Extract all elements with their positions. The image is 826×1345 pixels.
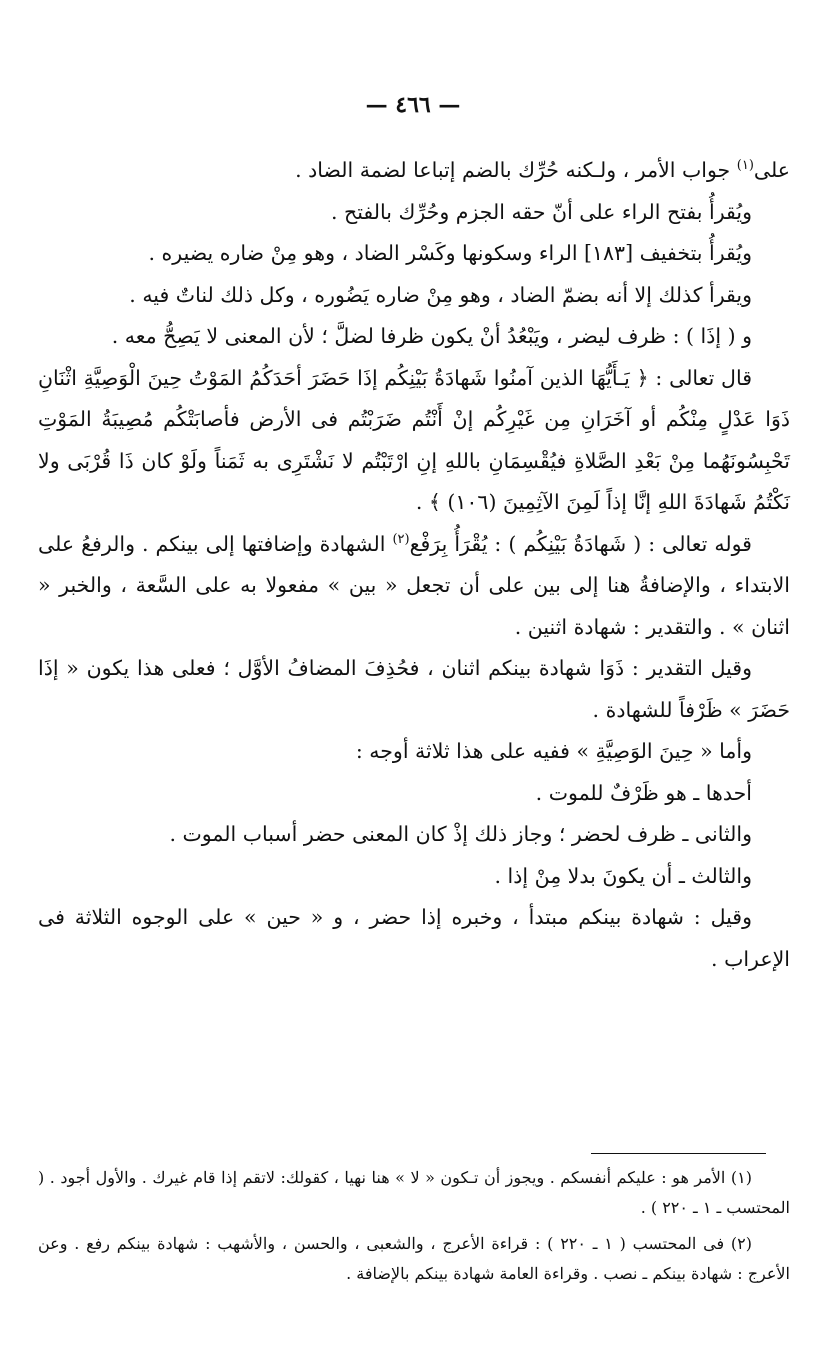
footnote-1: (١) الأمر هو : عليكم أنفسكم . ويجوز أن تـكون « لا » هنا نهيا ، كقولك: لاتقم إذا قام غيرك . والأول أجود . ( المحتسب ـ ١ ـ ٢٢٠ ) .	[38, 1168, 790, 1217]
footnote-2: (٢) فى المحتسب ( ١ ـ ٢٢٠ ) : قراءة الأعرج ، والشعبى ، والحسن ، والأشهب : شهادة بينكم رفع . وعن الأعرج : شهادة بينكم ـ نصب . وقراءة العامة شهادة بينكم بالإضافة .	[38, 1234, 790, 1283]
paragraph-10: أحدها ـ هو ظَرْفٌ للموت .	[535, 780, 752, 805]
paragraph-7-after: الشهادة وإضافتها إلى بينكم . والرفعُ على الابتداء ، والإضافةُ هنا إلى بين على أن تجعل « بين » مفعولا به على السَّعة ، والخبر « اثنان » . والتقدير : شهادة اثنين .	[38, 531, 790, 639]
footnote-ref-2[interactable]: (٢)	[392, 531, 410, 547]
paragraph-4: ويقرأ كذلك إلا أنه بضمّ الضاد ، وهو مِنْ ضاره يَضُوره ، وكل ذلك لناتٌ فيه .	[129, 282, 752, 307]
paragraph-2: ويُقرأُ بفتح الراء على أنّ حقه الجزم وحُرِّك بالفتح .	[330, 199, 752, 224]
footnote-ref-1[interactable]: (١)	[736, 158, 754, 174]
main-text	[38, 150, 790, 980]
quran-verse: قال تعالى : ﴿ يَـأَيُّهَا الذين آمنُوا شَهادَةُ بَيْنِكُم إذَا حَضَرَ أحَدَكُمُ المَوْتُ حِينَ الْوَصِيَّةِ اثْنَانِ ذَوَا عَدْلٍ مِنْكُم أو آخَرَانِ مِن غَيْرِكُم إنْ أَنْتُم ضَرَبْتُم فى الأرض فأصابَتْكُم مُصِيبَةُ المَوْتِ تَحْبِسُونَهُما مِنْ بَعْدِ الصَّلاةِ فيُقْسِمَانِ باللهِ إنِ ارْتَبْتُم لا نَشْتَرِى به ثَمَناً ولَوْ كان ذَا قُرْبَى ولا نَكْتُمُ شَهادَةَ اللهِ إنَّا إذاً لَمِنَ الآثِمِينَ (١٠٦) ﴾ .	[38, 365, 790, 514]
paragraph-13: وقيل : شهادة بينكم مبتدأ ، وخبره إذا حضر ، و « حين » على الوجوه الثلاثة فى الإعراب .	[38, 905, 790, 971]
paragraph-3: ويُقرأُ بتخفيف [١٨٣] الراء وسكونها وكَسْر الضاد ، وهو مِنْ ضاره يضيره .	[148, 241, 752, 265]
footnotes	[38, 1163, 790, 1295]
paragraph-11: والثانى ـ ظرف لحضر ؛ وجاز ذلك إذْ كان المعنى حضر أسباب الموت .	[169, 822, 752, 846]
paragraph-1-lead: على	[753, 158, 790, 182]
paragraph-12: والثالث ـ أن يكونَ بدلا مِنْ إذا .	[494, 863, 752, 888]
paragraph-1-text: جواب الأمر ، ولـكنه حُرِّك بالضم إتباعا لضمة الضاد .	[295, 158, 737, 182]
paragraph-9: وأما « حِينَ الوَصِيَّةِ » ففيه على هذا ثلاثة أوجه :	[355, 739, 752, 763]
paragraph-5: و ( إذَا ) : ظرف ليضر ، ويَبْعُدُ أنْ يكون ظرفا لضلَّ ؛ لأن المعنى لا يَصِحُّ معه .	[111, 324, 752, 348]
footnote-separator	[591, 1153, 766, 1154]
paragraph-1	[38, 150, 790, 192]
paragraph-7-before: قوله تعالى : ( شَهادَةُ بَيْنِكُم ) : يُقْرَأُ بِرَفْع	[409, 531, 752, 556]
page-number: — ٤٦٦ —	[365, 92, 461, 118]
paragraph-8: وقيل التقدير : ذَوَا شهادة بينكم اثنان ، فحُذِفَ المضافُ الأوَّل ؛ فعلى هذا يكون « إذَا حَضَرَ » ظَرْفاً للشهادة .	[38, 656, 790, 722]
paragraph-7	[38, 524, 790, 649]
